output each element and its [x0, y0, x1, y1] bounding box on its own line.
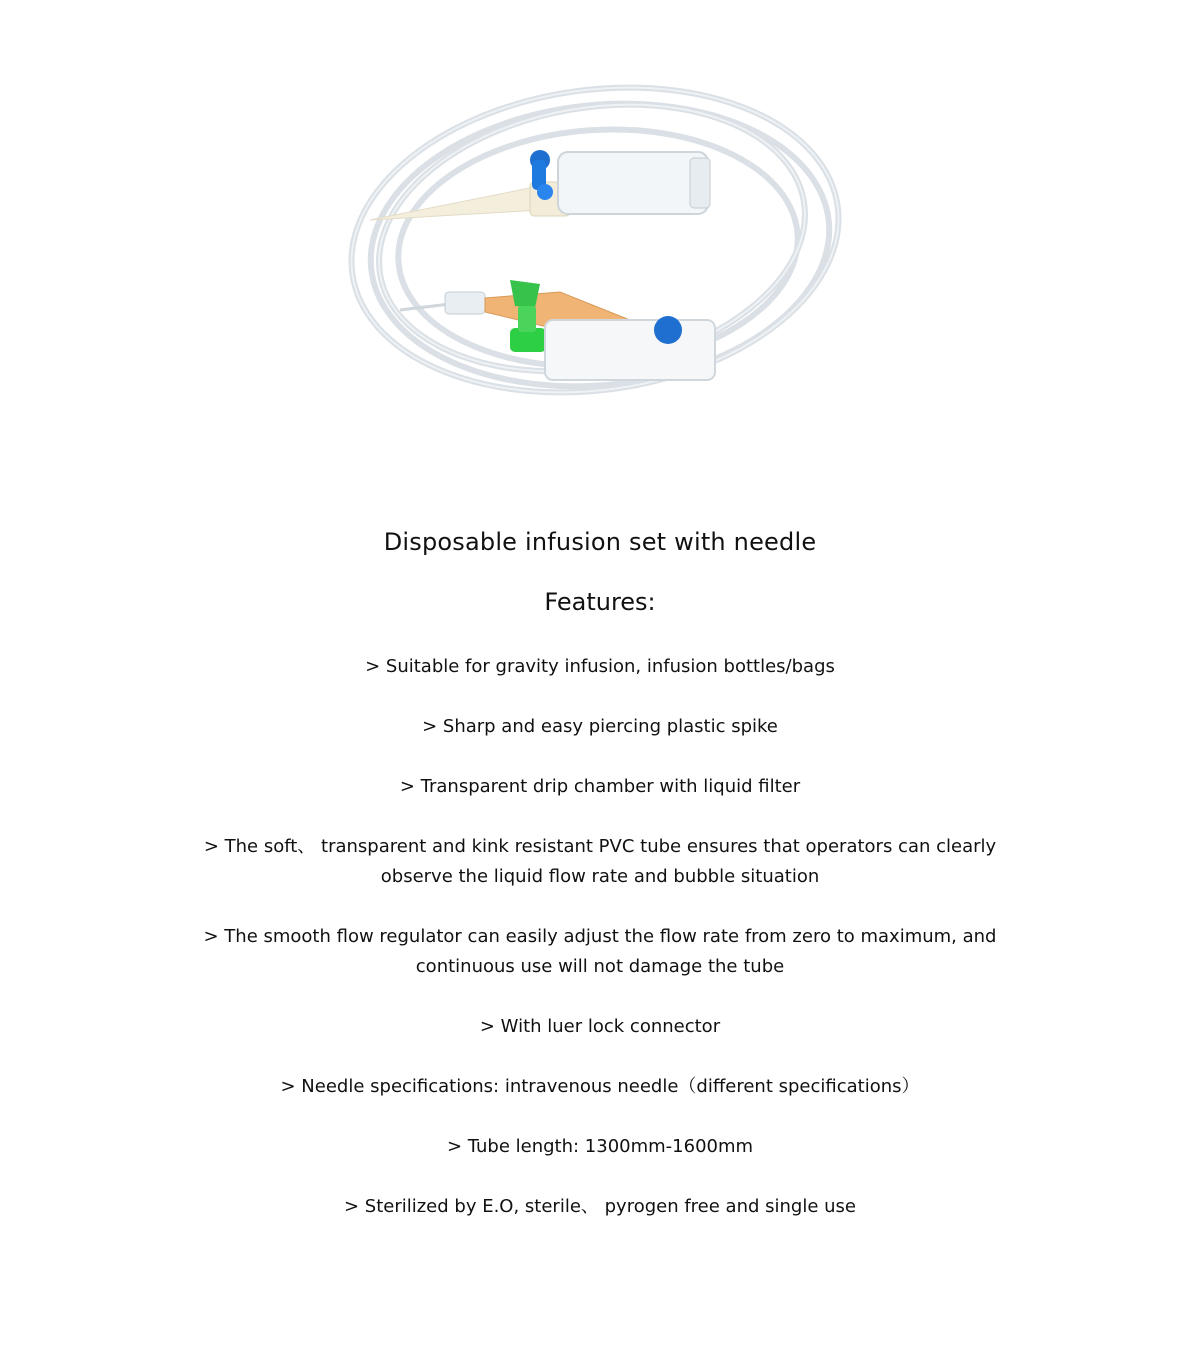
- product-description: [0, 520, 1200, 1252]
- feature-item: > Tube length: 1300mm-1600mm: [446, 1136, 754, 1157]
- feature-item: > Needle specifications: intravenous needle（different specifications）: [280, 1076, 920, 1097]
- product-title: Disposable infusion set with needle: [383, 528, 817, 556]
- feature-item: > Sharp and easy piercing plastic spike: [422, 716, 778, 737]
- feature-item: > The smooth flow regulator can easily adjust the flow rate from zero to maximum, and continuous use will not damage the tube: [203, 926, 997, 977]
- features-heading: Features:: [544, 588, 656, 616]
- feature-item: > Sterilized by E.O, sterile、 pyrogen free and single use: [343, 1196, 857, 1217]
- infusion-set-illustration: [330, 70, 860, 420]
- feature-item: > Suitable for gravity infusion, infusion bottles/bags: [365, 656, 835, 677]
- feature-list: [0, 652, 1200, 1222]
- feature-item: > Transparent drip chamber with liquid filter: [399, 776, 801, 797]
- product-image: [330, 70, 860, 420]
- feature-item: > The soft、 transparent and kink resistant PVC tube ensures that operators can clearly observe the liquid flow rate and bubble situation: [203, 836, 997, 887]
- feature-item: > With luer lock connector: [479, 1016, 721, 1037]
